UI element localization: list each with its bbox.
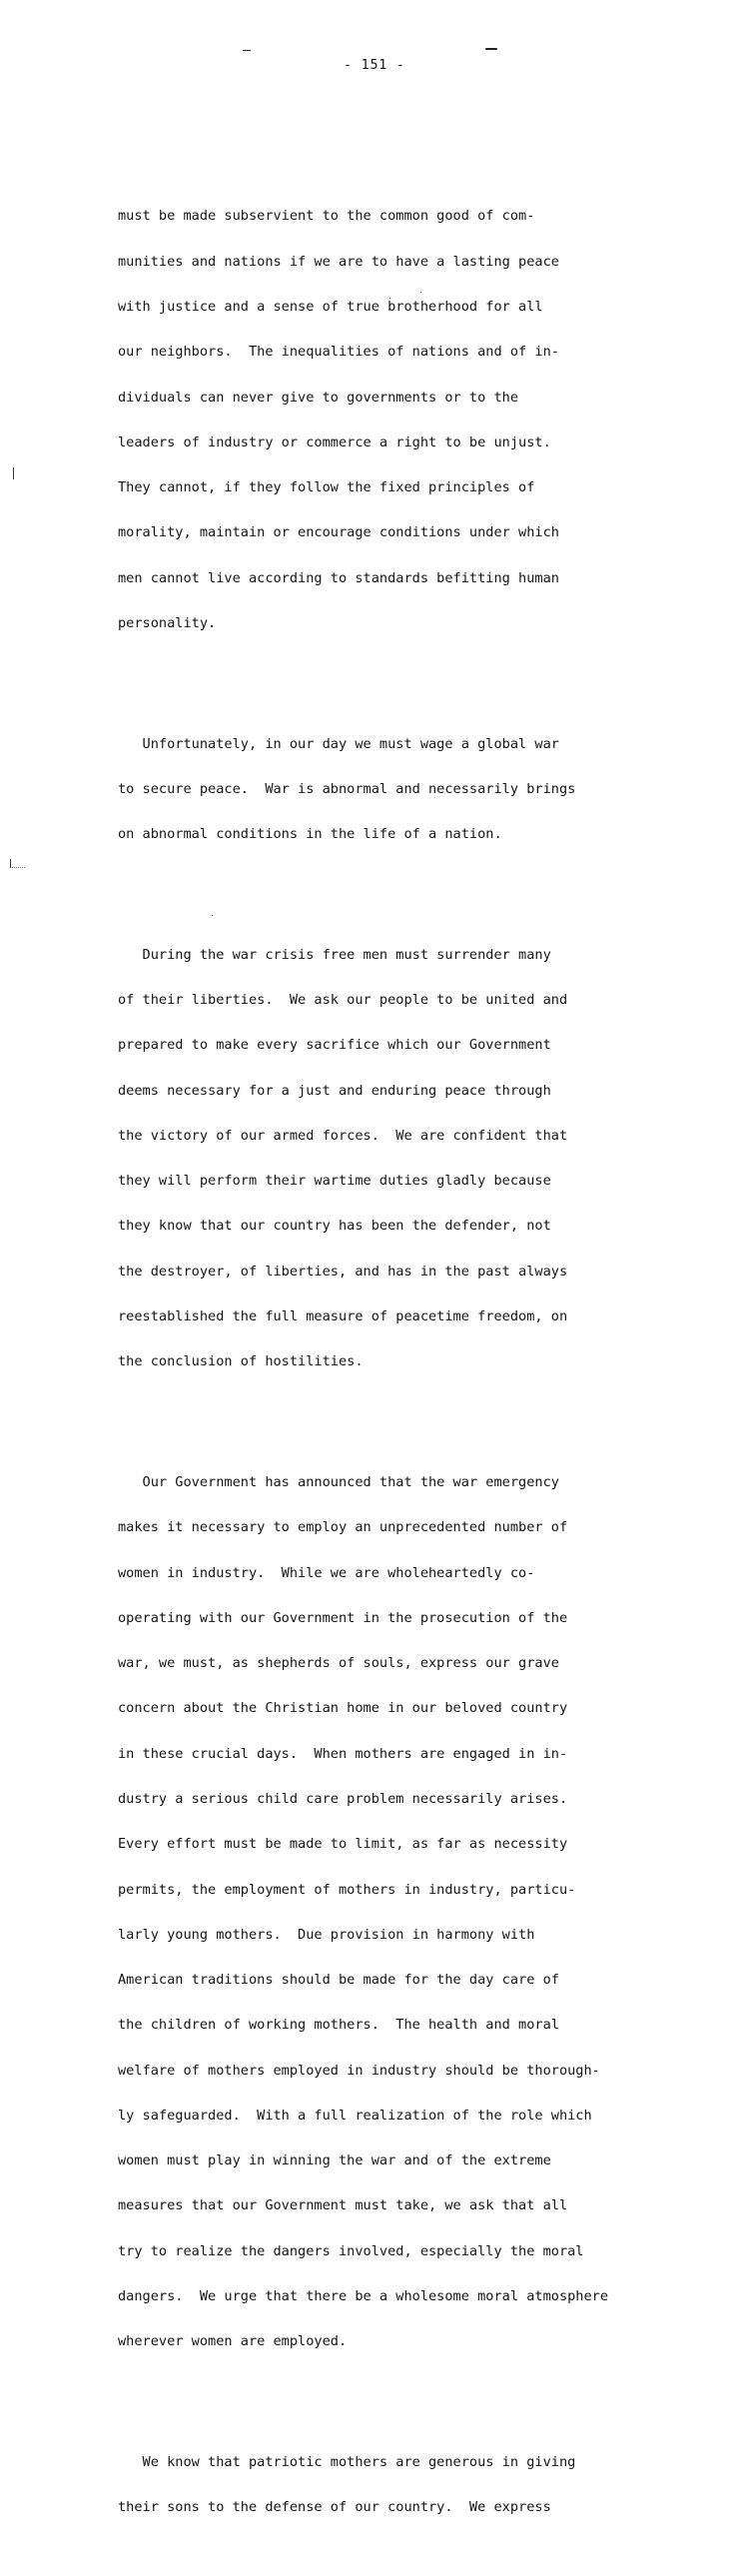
text-line: women must play in winning the war and of the extreme (118, 2152, 551, 2169)
paragraph-2 (118, 706, 608, 872)
text-line: with justice and a sense of true brotherhood for all (118, 298, 543, 315)
margin-mark (13, 467, 17, 479)
text-line: morality, maintain or encourage conditions under which (118, 524, 559, 541)
text-line: dustry a serious child care problem necessarily arises. (118, 1790, 568, 1807)
text-line: reestablished the full measure of peacetime freedom, on (118, 1308, 568, 1325)
scan-artifact (485, 48, 497, 50)
text-line: wherever women are employed. (118, 2333, 348, 2350)
text-line: During the war crisis free men must surrender many (118, 946, 551, 963)
text-line: welfare of mothers employed in industry should be thorough- (118, 2062, 600, 2079)
text-line: Unfortunately, in our day we must wage a global war (118, 735, 559, 752)
text-line: our neighbors. The inequalities of nations and of in- (118, 344, 559, 361)
text-line: personality. (118, 614, 217, 631)
text-line: men cannot live according to standards befitting human (118, 569, 559, 586)
text-line: the children of working mothers. The health and moral (118, 2017, 559, 2034)
text-line: dividuals can never give to governments or to the (118, 389, 519, 406)
text-line: prepared to make every sacrifice which our Government (118, 1037, 551, 1054)
text-line: They cannot, if they follow the fixed principles of (118, 479, 535, 496)
text-line: they will perform their wartime duties gladly because (118, 1173, 551, 1190)
paragraph-1 (118, 179, 608, 661)
text-line: dangers. We urge that there be a wholesome moral atmosphere (118, 2288, 609, 2305)
text-line: Our Government has announced that the war emergency (118, 1473, 559, 1490)
text-line: We know that patriotic mothers are generous in giving (118, 2453, 576, 2470)
text-line: their sons to the defense of our country. We express (118, 2499, 551, 2516)
text-line: the victory of our armed forces. We are confident that (118, 1127, 568, 1144)
text-line: concern about the Christian home in our beloved country (118, 1700, 568, 1717)
text-line: the conclusion of hostilities. (118, 1353, 364, 1370)
text-line: must be made subservient to the common good of com- (118, 208, 535, 225)
text-line: of their liberties. We ask our people to be united and (118, 992, 568, 1009)
text-line: measures that our Government must take, we ask that all (118, 2197, 568, 2214)
page-number: - 151 - (344, 58, 405, 73)
text-line: the destroyer, of liberties, and has in the past always (118, 1263, 568, 1280)
text-line: American traditions should be made for the day care of (118, 1972, 559, 1989)
text-line: deems necessary for a just and enduring peace through (118, 1082, 551, 1099)
body-text (118, 149, 608, 2576)
text-line: leaders of industry or commerce a right to be unjust. (118, 433, 551, 450)
text-line: makes it necessary to employ an unprecedented number of (118, 1519, 568, 1536)
text-line: they know that our country has been the defender, not (118, 1218, 551, 1235)
text-line: women in industry. While we are wholeheartedly co- (118, 1564, 535, 1581)
text-line: on abnormal conditions in the life of a nation. (118, 826, 502, 843)
text-line: to secure peace. War is abnormal and necessarily brings (118, 780, 576, 797)
text-line: in these crucial days. When mothers are engaged in in- (118, 1745, 568, 1762)
text-line: Every effort must be made to limit, as far as necessity (118, 1836, 568, 1853)
text-line: war, we must, as shepherds of souls, express our grave (118, 1655, 559, 1672)
text-line: larly young mothers. Due provision in harmony with (118, 1926, 535, 1943)
paragraph-3 (118, 918, 608, 1400)
text-line: munities and nations if we are to have a lasting peace (118, 253, 559, 270)
margin-mark (10, 859, 25, 868)
text-line: try to realize the dangers involved, especially the moral (118, 2242, 584, 2259)
paragraph-4 (118, 1445, 608, 2380)
text-line: permits, the employment of mothers in industry, particu- (118, 1881, 576, 1898)
text-line: ly safeguarded. With a full realization of the role which (118, 2107, 592, 2124)
scan-artifact (243, 50, 251, 51)
paragraph-5 (118, 2425, 608, 2546)
text-line: operating with our Government in the prosecution of the (118, 1609, 568, 1626)
